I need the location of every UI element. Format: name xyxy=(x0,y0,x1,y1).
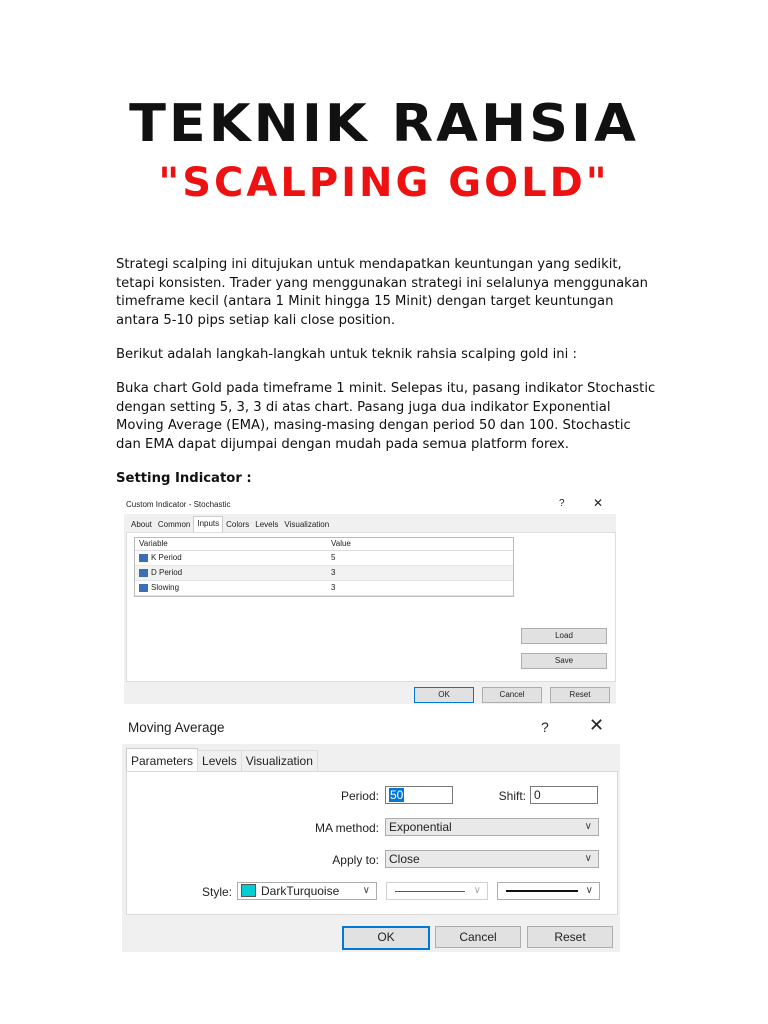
tab-levels[interactable]: Levels xyxy=(255,520,279,529)
dialog-body xyxy=(122,744,620,952)
ma-method-value: Exponential xyxy=(389,820,452,834)
row-variable: K Period xyxy=(151,553,182,562)
row-value[interactable]: 3 xyxy=(331,583,336,592)
line-style-select[interactable] xyxy=(386,882,488,900)
tab-levels[interactable]: Levels xyxy=(197,750,242,773)
tab-inputs[interactable]: Inputs xyxy=(193,516,223,533)
page-subtitle: "SCALPING GOLD" xyxy=(158,160,610,206)
save-button[interactable]: Save xyxy=(521,653,607,669)
moving-average-dialog xyxy=(119,712,621,952)
chevron-down-icon: ∨ xyxy=(585,885,593,896)
load-button[interactable]: Load xyxy=(521,628,607,644)
period-value: 50 xyxy=(390,788,404,802)
inputs-table xyxy=(134,537,514,597)
color-select[interactable] xyxy=(237,882,377,900)
close-icon[interactable]: ✕ xyxy=(589,715,605,735)
help-icon[interactable]: ? xyxy=(541,719,549,735)
tab-common[interactable]: Common xyxy=(157,520,191,529)
apply-to-select[interactable] xyxy=(385,850,599,868)
reset-button[interactable]: Reset xyxy=(550,687,610,703)
tab-parameters[interactable]: Parameters xyxy=(126,748,198,775)
tab-visualization[interactable]: Visualization xyxy=(284,520,330,529)
chevron-down-icon: ∨ xyxy=(584,853,592,864)
ok-button[interactable]: OK xyxy=(342,926,430,950)
reset-button[interactable]: Reset xyxy=(527,926,613,948)
setting-indicator-heading: Setting Indicator : xyxy=(116,471,252,486)
shift-input[interactable]: 0 xyxy=(530,786,598,804)
chevron-down-icon: ∨ xyxy=(362,885,370,896)
chevron-down-icon: ∨ xyxy=(584,821,592,832)
tab-bar xyxy=(126,750,317,772)
color-value: DarkTurquoise xyxy=(261,884,340,898)
dialog-title: Custom Indicator - Stochastic xyxy=(126,500,231,509)
help-icon[interactable]: ? xyxy=(559,498,565,509)
shift-label: Shift: xyxy=(498,789,526,803)
steps-paragraph: Buka chart Gold pada timeframe 1 minit. Selepas itu, pasang indikator Stochastic dengan setting 5, 3, 3 di atas chart. Pasang juga dua indikator Exponential Moving Average (EMA), masing-masing dengan period 50 dan 100. Stochastic dan EMA dapat dijumpai dengan mudah pada semua platform forex. xyxy=(116,381,656,452)
ma-method-label: MA method: xyxy=(314,821,379,835)
color-swatch xyxy=(241,884,256,897)
period-label: Period: xyxy=(340,789,379,803)
stochastic-dialog xyxy=(119,494,617,708)
page-title: TEKNIK RAHSIA xyxy=(129,93,639,154)
row-variable: D Period xyxy=(151,568,183,577)
number-icon xyxy=(139,554,148,562)
line-width-select[interactable] xyxy=(497,882,600,900)
style-label: Style: xyxy=(201,885,232,899)
intro-paragraph: Strategi scalping ini ditujukan untuk mendapatkan keuntungan yang sedikit, tetapi konsisten. Trader yang menggunakan strategi ini selalunya menggunakan timeframe kecil (antara 1 Minit hingga 15 Minit) dengan target keuntungan antara 5-10 pips setiap kali close position. xyxy=(116,257,649,328)
cancel-button[interactable]: Cancel xyxy=(435,926,521,948)
column-value[interactable]: Value xyxy=(331,539,351,548)
thick-line-sample xyxy=(506,890,578,892)
steps-intro-paragraph: Berikut adalah langkah-langkah untuk teknik rahsia scalping gold ini : xyxy=(116,347,577,362)
dialog-body xyxy=(124,514,616,704)
ma-method-select[interactable] xyxy=(385,818,599,836)
tab-bar xyxy=(128,518,332,532)
tab-about[interactable]: About xyxy=(131,520,152,529)
table-row[interactable] xyxy=(135,566,513,581)
table-header xyxy=(135,538,513,551)
number-icon xyxy=(139,584,148,592)
ok-button[interactable]: OK xyxy=(414,687,474,703)
table-row[interactable] xyxy=(135,551,513,566)
column-variable[interactable]: Variable xyxy=(139,539,168,548)
tab-visualization[interactable]: Visualization xyxy=(241,750,318,773)
row-value[interactable]: 3 xyxy=(331,568,336,577)
apply-to-value: Close xyxy=(389,852,420,866)
row-value[interactable]: 5 xyxy=(331,553,336,562)
number-icon xyxy=(139,569,148,577)
close-icon[interactable]: ✕ xyxy=(593,496,604,510)
tab-colors[interactable]: Colors xyxy=(226,520,250,529)
dialog-title: Moving Average xyxy=(128,720,225,735)
table-row[interactable] xyxy=(135,581,513,596)
cancel-button[interactable]: Cancel xyxy=(482,687,542,703)
apply-to-label: Apply to: xyxy=(332,853,379,867)
parameters-panel xyxy=(126,771,618,915)
inputs-panel xyxy=(126,532,616,682)
chevron-down-icon: ∨ xyxy=(473,885,481,896)
thin-line-sample xyxy=(395,891,465,892)
row-variable: Slowing xyxy=(151,583,180,592)
